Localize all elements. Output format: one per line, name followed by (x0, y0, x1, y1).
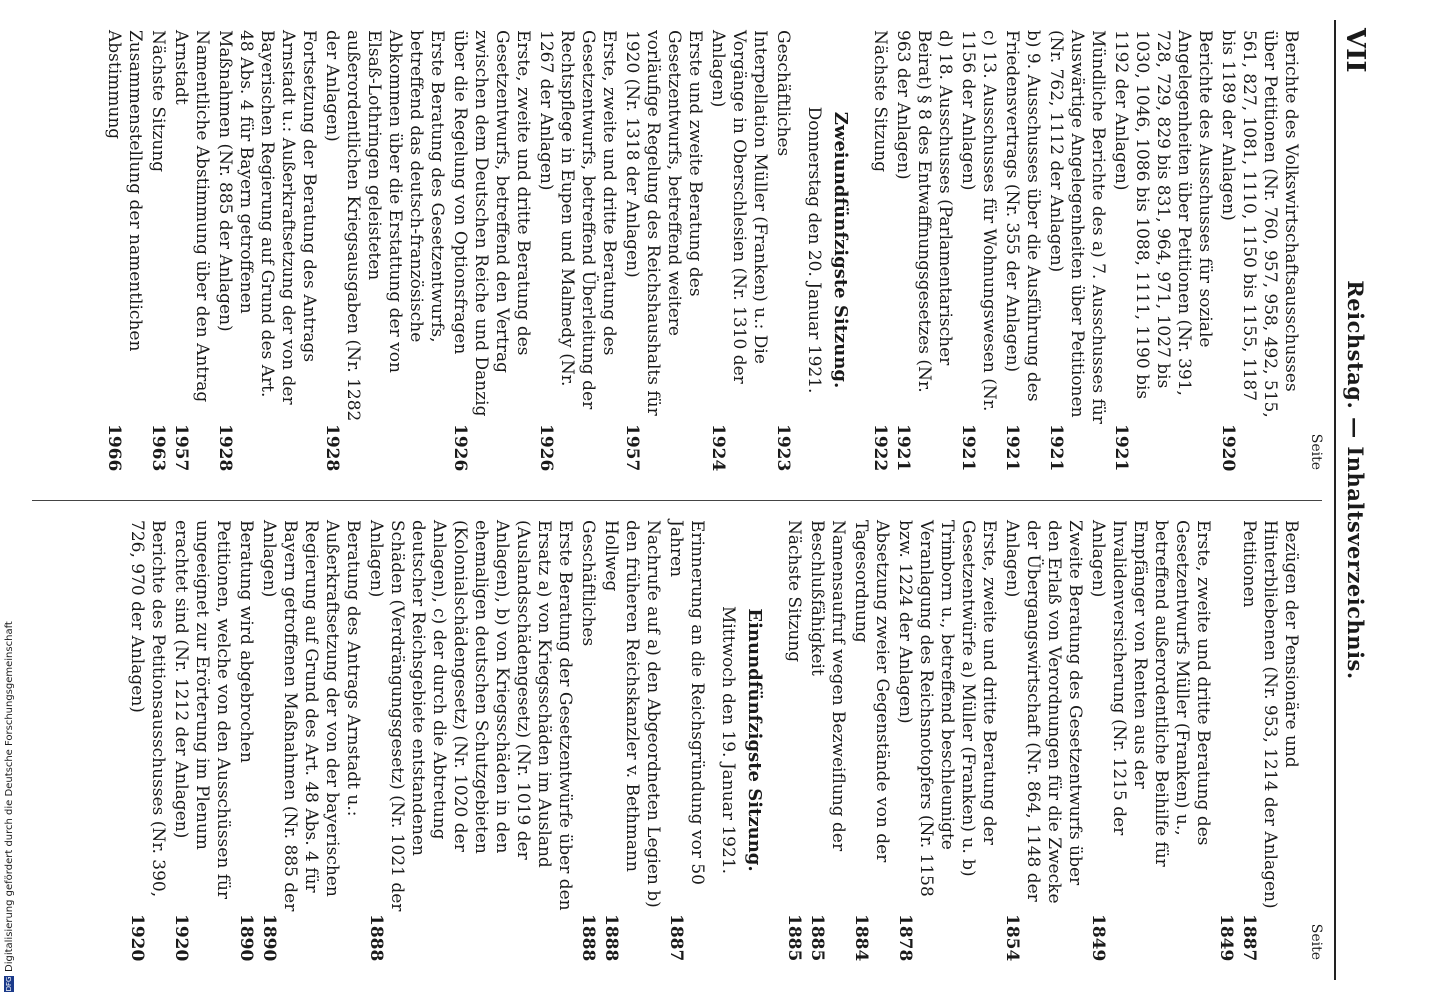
toc-entry-text: Geschäftliches (773, 30, 793, 157)
toc-entry-page: 1928 (215, 424, 235, 472)
toc-entry (772, 30, 793, 470)
toc-entry-page: 1921 (1002, 424, 1022, 472)
toc-entry-text: Erste und zweite Beratung des Gesetzentwurfs, betreffend weitere vorläufige Regelung des Reichshaushalts für 1920 (Nr. 1318 der Anlagen) (622, 30, 705, 416)
toc-entry-page: 1884 (851, 914, 871, 962)
toc-entry (126, 520, 168, 960)
toc-entry-text: Mündliche Berichte des a) 7. Ausschusses für Auswärtige Angelegenheiten über Petitionen (Nr. 762, 1112 der Anlagen) (1046, 30, 1108, 424)
toc-entry-page: 1926 (536, 424, 556, 472)
toc-entry (1001, 520, 1085, 960)
toc-entry (665, 520, 707, 960)
toc-entry-page: 1888 (578, 914, 598, 962)
toc-entry (806, 520, 848, 960)
toc-entry (783, 520, 804, 960)
toc-entry-text: Geschäftliches (578, 520, 598, 647)
toc-entry-text: Namensaufruf wegen Bezweiflung der Beschlußfähigkeit (807, 520, 848, 852)
dfg-logo-icon: DFG (5, 976, 13, 992)
toc-entry (321, 30, 447, 470)
toc-entry (1238, 520, 1301, 960)
toc-entry (170, 520, 233, 960)
toc-entry (365, 520, 575, 960)
session-date-52: Donnerstag den 20. Januar 1921. (804, 106, 824, 394)
toc-entry-text: Nächste Sitzung (784, 520, 804, 663)
toc-entry (869, 30, 890, 470)
toc-entry-page: 1923 (773, 424, 793, 472)
toc-entry (600, 520, 663, 960)
toc-entry-text: Petitionen, welche von den Ausschüssen für ungeeignet zur Erörterung im Plenum erachtet sind (Nr. 1212 der Anlagen) (171, 520, 233, 900)
toc-entry-text: Erinnerung an die Reichsgründung vor 50 Jahren (666, 520, 707, 885)
toc-entry-page: 1849 (1216, 914, 1236, 962)
page-header (1324, 0, 1384, 960)
session-heading-51: Einundfünfzigste Sitzung. (744, 608, 765, 872)
toc-entry-page: 1921 (1046, 424, 1066, 472)
toc-entry (170, 30, 212, 470)
toc-entry-text: b) 9. Ausschusses über die Ausführung des Friedensvertrags (Nr. 355 der Anlagen) (1002, 30, 1043, 402)
toc-entry-page: 1921 (958, 424, 978, 472)
toc-entry-page: 1957 (622, 424, 642, 472)
toc-entry-text: Nächste Sitzung (870, 30, 890, 173)
toc-entry-text: Interpellation Müller (Franken) u.: Die Vorgänge in Oberschlesien (Nr. 1310 der Anlagen) (708, 30, 770, 384)
toc-entry (214, 30, 319, 470)
toc-entry-page: 1885 (784, 914, 804, 962)
toc-entry (1110, 30, 1215, 470)
toc-entry (894, 520, 999, 960)
toc-entry-page: 1924 (708, 424, 728, 472)
toc-entry-page: 1966 (104, 424, 124, 472)
toc-entry (103, 30, 145, 470)
toc-entry (707, 30, 770, 470)
toc-entry (258, 520, 363, 960)
toc-entry-page: 1963 (148, 424, 168, 472)
toc-entry-page: 1887 (1239, 914, 1259, 962)
toc-entry-text: Beratung des Antrags Arnstadt u.: Außerkraftsetzung der von der bayerischen Regierung auf Grund des Art. 48 Abs. 4 für Bayern getroffenen Maßnahmen (Nr. 885 der Anlagen) (259, 520, 363, 912)
toc-entry-text: Erste, zweite und dritte Beratung des Gesetzentwurfs, betreffend den Vertrag zwischen dem Deutschen Reiche und Danzig über die Regelung von Optionsfragen (450, 30, 533, 417)
column-divider (32, 500, 1322, 501)
toc-entry-text: Erste, zweite und dritte Beratung des Gesetzentwurfs Müller (Franken) u., betreffend außerordentliche Beihilfe für Empfänger von Renten aus der Invalidenversicherung (Nr. 1215 der Anlagen) (1088, 520, 1213, 867)
session-date-51: Mittwoch den 19. Januar 1921. (718, 605, 738, 875)
toc-entry (957, 30, 999, 470)
left-column (101, 30, 1326, 470)
session-heading-52: Zweiundfünfzigste Sitzung. (830, 111, 851, 389)
toc-entry-text: Absetzung zweier Gegenstände von der Tagesordnung (851, 520, 892, 863)
toc-entry (1087, 520, 1213, 960)
toc-entry-text: Berichte des Volkswirtschaftsausschusses über Petitionen (Nr. 760, 957, 958, 492, 515, 561, 827, 1081, 1110, 1150 bis 1155, 1187 bis 1189 der Anlagen) (1218, 30, 1301, 418)
seite-label-right: Seite (1308, 433, 1324, 470)
toc-entry-page: 1922 (870, 424, 890, 472)
toc-entry-text: Fortsetzung der Beratung des Antrags Arnstadt u.: Außerkraftsetzung der von der Bayerischen Regierung auf Grund des Art. 48 Abs. 4 für Bayern getroffenen Maßnahmen (Nr. 885 der Anlagen) (215, 30, 319, 405)
toc-entry (621, 30, 705, 470)
toc-entry-page: 1890 (236, 914, 256, 962)
toc-entry-text: d) 18. Ausschusses (Parlamentarischer Beirat) § 8 des Entwaffnungsgesetzes (Nr. 963 der Anlagen) (893, 30, 955, 393)
toc-entry-text: Zweite Beratung des Gesetzentwurfs über den Erlaß von Verordnungen für die Zwecke der Übergangswirtschaft (Nr. 864, 1148 der Anlagen) (1002, 520, 1085, 904)
toc-entry (1215, 520, 1236, 960)
page-title: Reichstag. — Inhaltsverzeichnis. (1343, 280, 1368, 680)
page-number-roman: VII (1340, 28, 1370, 73)
toc-entry-text: c) 13. Ausschusses für Wohnungswesen (Nr. 1156 der Anlagen) (958, 30, 999, 412)
toc-entry-page: 1926 (450, 424, 470, 472)
toc-entry (235, 520, 256, 960)
toc-entry-page: 1920 (127, 914, 147, 962)
toc-entry-page: 1920 (1218, 424, 1238, 472)
credit-line (4, 0, 15, 992)
toc-entry-page: 1887 (666, 914, 686, 962)
toc-entry-text: Erste Beratung des Gesetzentwurfs, betreffend das deutsch-französische Abkommen über die Erstattung der von Elsaß-Lothringen geleisteten außerordentlichen Kriegsausgaben (Nr. 1282 der Anlagen) (322, 30, 447, 422)
toc-entry-page: 1888 (366, 914, 386, 962)
toc-entry-text: Bezügen der Pensionäre und Hinterbliebenen (Nr. 953, 1214 der Anlagen) Petitionen (1239, 520, 1301, 909)
toc-entry-text: Zusammenstellung der namentlichen Abstimmung (104, 30, 145, 352)
toc-entry-text: Berichte des Petitionsausschusses (Nr. 390, 726, 970 der Anlagen) (127, 520, 168, 898)
toc-entry-page: 1921 (893, 424, 913, 472)
toc-entry-page: 1890 (259, 914, 279, 962)
right-column (124, 520, 1326, 960)
toc-entry-page: 1957 (171, 424, 191, 472)
toc-entry-text: Erste Beratung der Gesetzentwürfe über den Ersatz a) von Kriegsschäden im Ausland (Auslandsschädengesetz) (Nr. 1019 der Anlagen), b) von Kriegsschäden in den ehemaligen deutschen Schutzgebieten (Kolonialschädengesetz) (Nr. 1020 der Anlagen), c) der durch die Abtretung deutscher Reichsgebiete entstandenen Schäden (Verdrängungsgesetz) (Nr. 1021 der Anlagen) (366, 520, 575, 912)
toc-entry-page: 1885 (807, 914, 827, 962)
toc-entry (1045, 30, 1108, 470)
header-rule (1334, 20, 1336, 980)
toc-entry-page: 1920 (171, 914, 191, 962)
toc-entry-page: 1878 (895, 914, 915, 962)
toc-entry (535, 30, 619, 470)
toc-entry-page: 1849 (1088, 914, 1108, 962)
toc-entry (577, 520, 598, 960)
toc-entry-page: 1854 (1002, 914, 1022, 962)
toc-entry-text: Nachrufe auf a) den Abgeordneten Legien b) den früheren Reichskanzler v. Bethmann Hollweg (601, 520, 663, 908)
toc-entry (850, 520, 892, 960)
toc-entry (892, 30, 955, 470)
toc-entry-text: Nächste Sitzung (148, 30, 168, 173)
toc-entry-page: 1921 (1111, 424, 1131, 472)
toc-entry-text: Erste, zweite und dritte Beratung der Gesetzentwürfe a) Müller (Franken) u. b) Trimborn u., betreffend beschleunigte Veranlagung des Reichsnotopfers (Nr. 1158 bzw. 1224 der Anlagen) (895, 520, 999, 897)
toc-entry-text: Beratung wird abgebrochen (236, 520, 256, 763)
toc-entry-text: Berichte des Ausschusses für soziale Angelegenheiten über Petitionen (Nr. 391, 728, 729, 829 bis 831, 964, 971, 1027 bis 1030, 1046, 1086 bis 1088, 1111, 1190 bis 1192 der Anlagen) (1111, 30, 1215, 400)
toc-entry-text: Namentliche Abstimmung über den Antrag Arnstadt (171, 30, 212, 403)
toc-entry (1217, 30, 1301, 470)
toc-entry-page: 1888 (601, 914, 621, 962)
toc-entry-page: 1928 (322, 424, 342, 472)
toc-entry (449, 30, 533, 470)
toc-entry (1001, 30, 1043, 470)
toc-entry-text: Erste, zweite und dritte Beratung des Gesetzentwurfs, betreffend Überleitung der Rechtspflege in Eupen und Malmedy (Nr. 1267 der Anlagen) (536, 30, 619, 410)
credit-text: Digitalisierung gefördert durch die Deutsche Forschungsgemeinschaft (4, 621, 15, 972)
toc-entry (147, 30, 168, 470)
seite-label-left: Seite (1308, 923, 1324, 960)
